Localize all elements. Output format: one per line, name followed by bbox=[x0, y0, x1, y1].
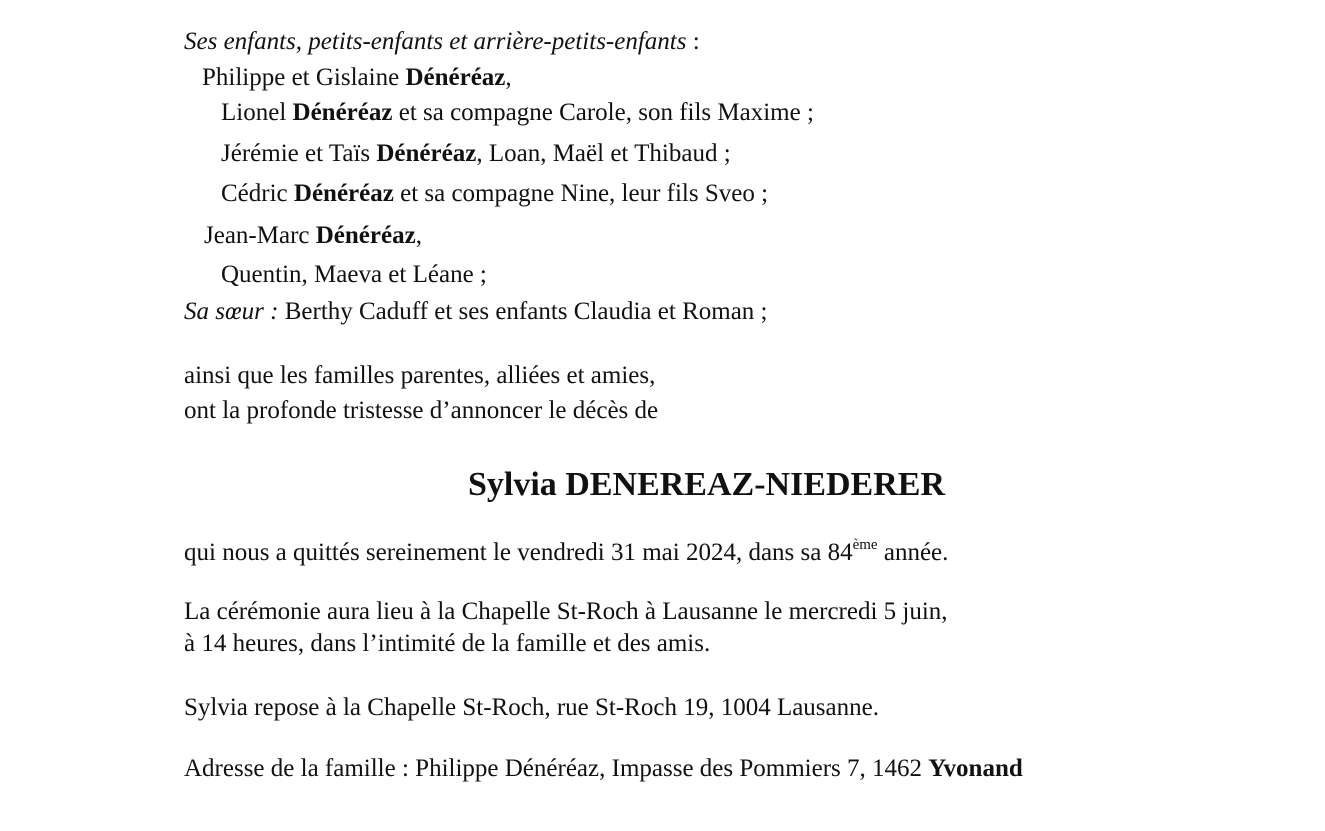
member-details: et sa compagne Carole, son fils Maxime ; bbox=[392, 99, 814, 126]
sister-label: Sa sœur : bbox=[184, 298, 279, 325]
family-member-6 bbox=[221, 260, 487, 290]
family-member-5 bbox=[204, 221, 422, 251]
member-given-names: Jérémie et Taïs bbox=[221, 140, 377, 167]
passing-text: qui nous a quittés sereinement le vendredi 31 mai 2024, dans sa 84 bbox=[184, 539, 853, 566]
member-details: , Loan, Maël et Thibaud ; bbox=[476, 140, 731, 167]
family-intro: Ses enfants, petits-enfants et arrière-petits-enfants bbox=[184, 28, 687, 55]
member-surname: Dénéréaz bbox=[293, 180, 394, 207]
ceremony-line-1: La cérémonie aura lieu à la Chapelle St-Roch à Lausanne le mercredi 5 juin, bbox=[184, 598, 948, 625]
member-details: et sa compagne Nine, leur fils Sveo ; bbox=[393, 180, 769, 207]
deceased-name bbox=[0, 465, 1325, 505]
family-intro-line bbox=[184, 27, 700, 57]
ordinal-superscript: ème bbox=[852, 537, 878, 553]
passing-line bbox=[184, 538, 948, 568]
family-member-3 bbox=[221, 139, 731, 169]
deceased-first-name: Sylvia bbox=[467, 466, 557, 503]
family-member-1 bbox=[202, 63, 512, 93]
family-address-city: Yvonand bbox=[928, 755, 1023, 782]
member-details: , bbox=[415, 222, 422, 249]
family-address-line bbox=[184, 754, 1023, 784]
member-given-names: Philippe et Gislaine bbox=[202, 64, 406, 91]
member-given-names: Cédric bbox=[221, 180, 294, 207]
family-intro-colon: : bbox=[686, 28, 700, 55]
member-given-names: Lionel bbox=[221, 99, 293, 126]
member-surname: Dénéréaz bbox=[292, 99, 393, 126]
sister-text: Berthy Caduff et ses enfants Claudia et Roman ; bbox=[278, 298, 768, 325]
announcement-line-1: ainsi que les familles parentes, alliées et amies, bbox=[184, 362, 656, 389]
member-grandchildren: Quentin, Maeva et Léane ; bbox=[221, 261, 487, 288]
family-address: Adresse de la famille : Philippe Dénéréaz, Impasse des Pommiers 7, 1462 bbox=[184, 755, 929, 782]
member-surname: Dénéréaz bbox=[376, 140, 477, 167]
repose-line: Sylvia repose à la Chapelle St-Roch, rue St-Roch 19, 1004 Lausanne. bbox=[184, 694, 879, 721]
sister-line bbox=[184, 297, 767, 327]
deceased-surname: DENEREAZ-NIEDERER bbox=[565, 466, 946, 503]
announcement-line-2: ont la profonde tristesse d’annoncer le décès de bbox=[184, 397, 659, 424]
member-surname: Dénéréaz bbox=[405, 64, 506, 91]
member-surname: Dénéréaz bbox=[315, 222, 416, 249]
member-details: , bbox=[505, 64, 512, 91]
passing-text-end: année. bbox=[877, 539, 949, 566]
family-member-4 bbox=[221, 179, 768, 209]
family-member-2 bbox=[221, 98, 814, 128]
member-given-names: Jean-Marc bbox=[204, 222, 316, 249]
ceremony-line-2: à 14 heures, dans l’intimité de la famille et des amis. bbox=[184, 630, 711, 657]
